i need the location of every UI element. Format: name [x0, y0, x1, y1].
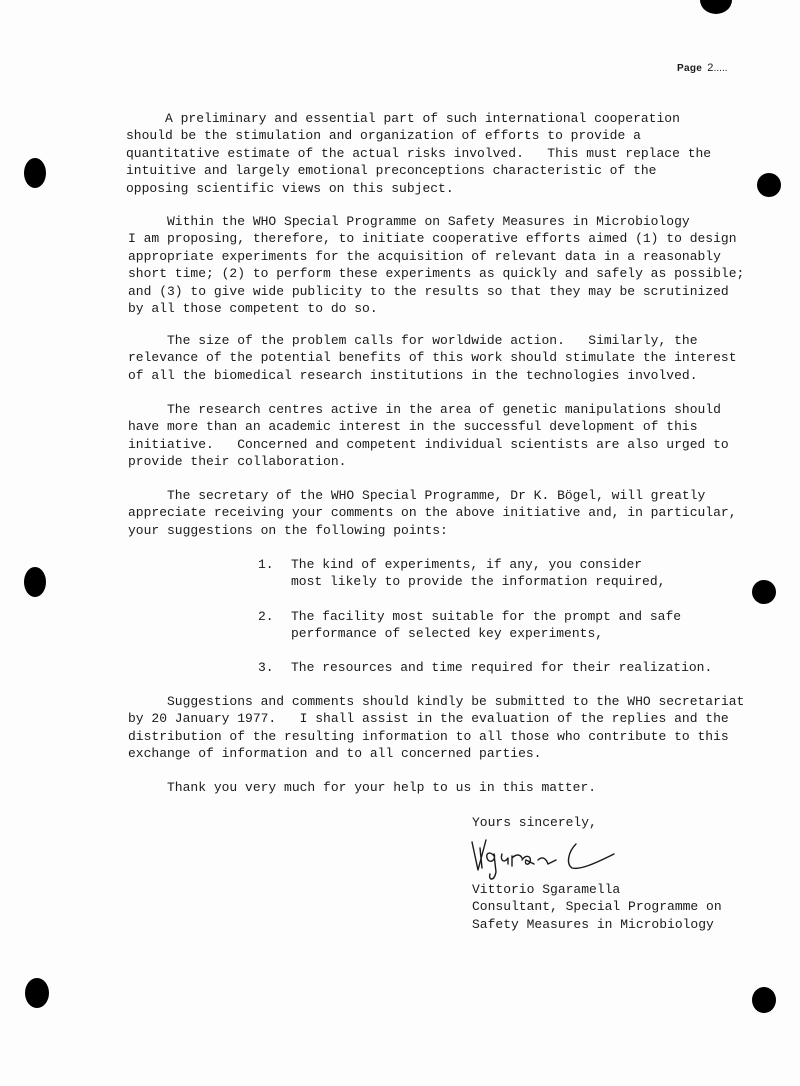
page-number-dots: .....	[713, 63, 728, 74]
text-line: have more than an academic interest in the successful development of this	[128, 419, 698, 435]
punch-hole-dot	[24, 158, 46, 188]
text-line: short time; (2) to perform these experiments as quickly and safely as possible;	[128, 266, 745, 282]
text-line: should be the stimulation and organization of efforts to provide a	[126, 128, 641, 144]
list-number: 1.	[258, 557, 274, 572]
text-line: and (3) to give wide publicity to the results so that they may be scrutinized	[128, 283, 729, 299]
text-line: opposing scientific views on this subject.	[126, 180, 454, 196]
salutation: Yours sincerely,	[472, 815, 597, 830]
text-line: of all the biomedical research institutions in the technologies involved.	[128, 367, 698, 383]
text-line: initiative. Concerned and competent individual scientists are also urged to	[128, 436, 729, 452]
paragraph-proposal	[128, 213, 744, 317]
text-line: A preliminary and essential part of such international cooperation	[126, 111, 680, 126]
paragraph-suggestions	[128, 693, 744, 763]
signature-block	[472, 881, 722, 933]
paragraph-worldwide	[128, 332, 737, 384]
signer-title-line-1: Consultant, Special Programme on	[472, 899, 722, 915]
page-number-label: Page	[677, 63, 703, 74]
paragraph-cooperation	[126, 110, 711, 197]
text-line: by all those competent to do so.	[128, 300, 378, 316]
text-line: relevance of the potential benefits of this work should stimulate the interest	[128, 350, 737, 366]
text-line: The secretary of the WHO Special Programme, Dr K. Bögel, will greatly	[128, 488, 706, 503]
punch-hole-dot	[700, 0, 732, 14]
text-line: The facility most suitable for the prompt and safe	[291, 609, 682, 624]
punch-hole-dot	[757, 173, 781, 197]
text-line: provide their collaboration.	[128, 454, 347, 470]
text-line: appropriate experiments for the acquisition of relevant data in a reasonably	[128, 248, 721, 264]
text-line: The research centres active in the area of genetic manipulations should	[128, 402, 721, 417]
paragraph-thanks	[128, 779, 596, 796]
text-line: your suggestions on the following points:	[128, 522, 448, 538]
list-number: 2.	[258, 609, 274, 624]
text-line: intuitive and largely emotional preconceptions characteristic of the	[126, 163, 657, 179]
text-line: distribution of the resulting information to all those who contribute to this	[128, 728, 729, 744]
text-line: The resources and time required for their realization.	[291, 660, 713, 675]
text-line: performance of selected key experiments,	[291, 626, 604, 642]
punch-hole-dot	[25, 978, 49, 1008]
punch-hole-dot	[752, 580, 776, 604]
page-number	[677, 62, 728, 74]
paragraph-research-centres	[128, 401, 729, 471]
text-line: The size of the problem calls for worldwide action. Similarly, the	[128, 333, 698, 348]
page-number-value: 2	[707, 62, 714, 74]
list-number: 3.	[258, 660, 274, 675]
signer-title-line-2: Safety Measures in Microbiology	[472, 916, 714, 932]
text-line: Within the WHO Special Programme on Safety Measures in Microbiology	[128, 214, 690, 229]
punch-hole-dot	[24, 567, 46, 597]
text-line: exchange of information and to all concerned parties.	[128, 746, 542, 762]
text-line: appreciate receiving your comments on the above initiative and, in particular,	[128, 505, 737, 521]
text-line: The kind of experiments, if any, you consider	[291, 557, 643, 572]
text-line: Thank you very much for your help to us in this matter.	[128, 780, 597, 795]
text-line: I am proposing, therefore, to initiate cooperative efforts aimed (1) to design	[128, 231, 737, 247]
paragraph-secretary	[128, 487, 737, 539]
signer-name: Vittorio Sgaramella	[472, 882, 621, 897]
text-line: most likely to provide the information required,	[291, 574, 666, 590]
punch-hole-dot	[752, 987, 776, 1013]
text-line: quantitative estimate of the actual risks involved. This must replace the	[126, 145, 712, 161]
text-line: by 20 January 1977. I shall assist in the evaluation of the replies and the	[128, 711, 729, 727]
text-line: Suggestions and comments should kindly be submitted to the WHO secretariat	[128, 694, 745, 709]
